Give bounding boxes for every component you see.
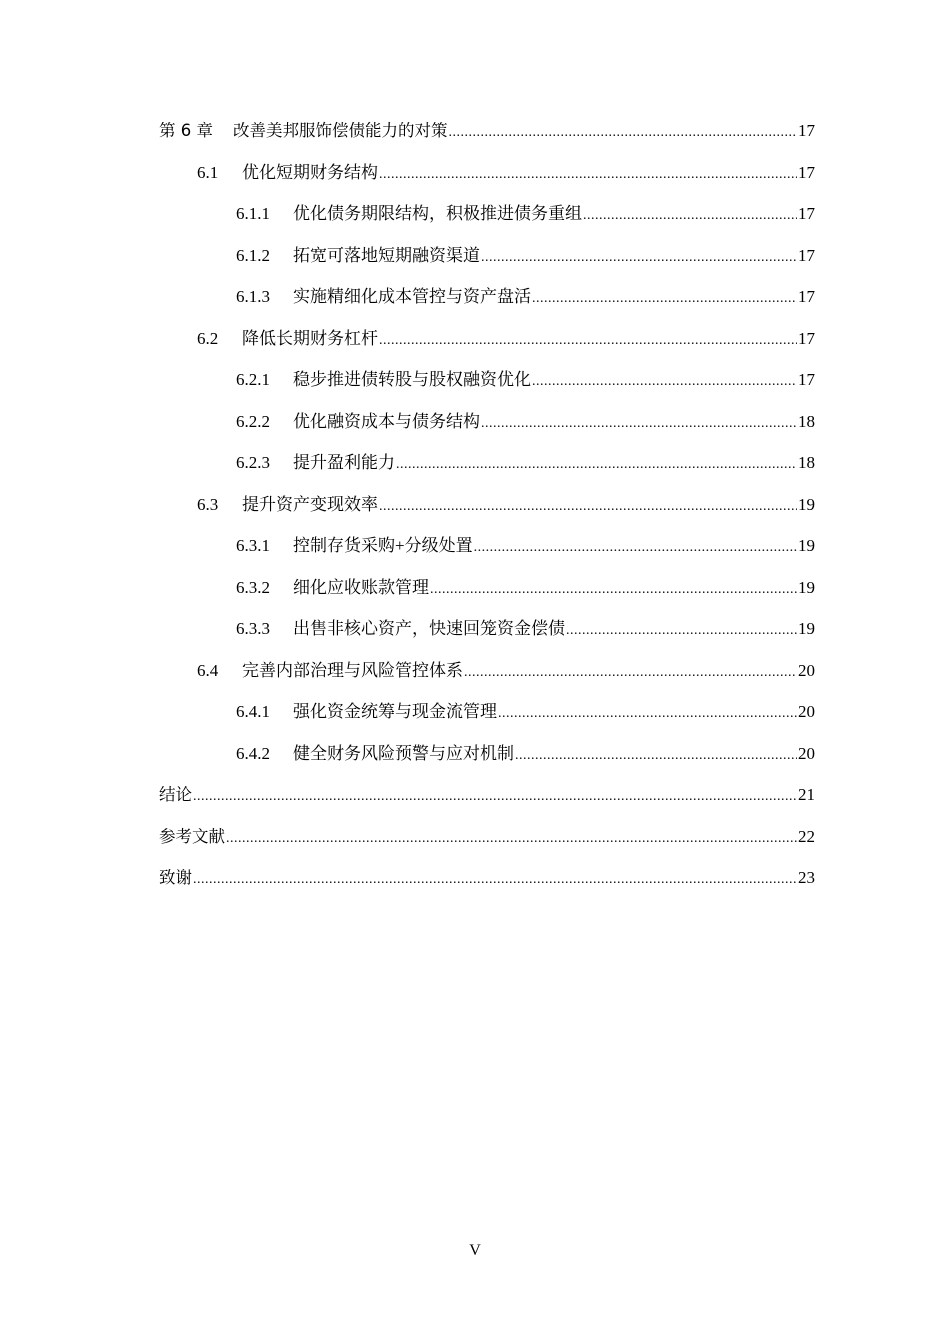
toc-entry-title: 优化融资成本与债务结构 (293, 411, 480, 431)
toc-entry-number: 6.2 (197, 328, 219, 348)
toc-entry-page: 17 (798, 162, 815, 182)
toc-entry-title: 拓宽可落地短期融资渠道 (293, 245, 480, 265)
toc-entry-page: 21 (798, 785, 815, 804)
toc-entry-number: 6.3.1 (236, 536, 270, 555)
toc-entry-title: 结论 (159, 785, 192, 804)
toc-entry[interactable] (159, 774, 815, 816)
toc-entry-title: 出售非核心资产，快速回笼资金偿债 (293, 619, 565, 638)
toc-dot-leader (481, 237, 797, 279)
toc-entry-number: 6.3.2 (236, 577, 270, 597)
toc-entry-title: 提升盈利能力 (293, 453, 395, 472)
toc-dot-leader (449, 112, 798, 154)
toc-entry-title: 完善内部治理与风险管控体系 (242, 660, 463, 680)
toc-entry-number: 6.3 (197, 494, 219, 514)
toc-entry-number: 6.1.1 (236, 204, 270, 223)
toc-entry-page: 22 (798, 826, 815, 846)
toc-entry[interactable] (159, 152, 815, 194)
toc-entry[interactable] (159, 318, 815, 360)
toc-dot-leader (498, 693, 797, 735)
toc-entry[interactable] (159, 442, 815, 484)
toc-dot-leader (583, 195, 797, 237)
toc-dot-leader (481, 403, 797, 445)
toc-dot-leader (430, 569, 797, 611)
toc-dot-leader (379, 320, 797, 362)
toc-dot-leader (515, 735, 797, 777)
toc-entry-title: 参考文献 (159, 826, 225, 846)
toc-entry-number: 6.4 (197, 660, 219, 680)
toc-entry-page: 17 (798, 287, 815, 306)
toc-dot-leader (396, 444, 797, 486)
toc-dot-leader (193, 776, 797, 818)
toc-entry-page: 20 (798, 743, 815, 763)
toc-entry-number: 6.1.2 (236, 245, 270, 265)
toc-entry-page: 17 (798, 245, 815, 265)
toc-entry[interactable] (159, 359, 815, 401)
toc-entry-page: 19 (798, 536, 815, 555)
toc-entry[interactable] (159, 650, 815, 692)
toc-entry[interactable] (159, 608, 815, 650)
toc-entry-page: 20 (798, 702, 815, 721)
toc-entry-number: 6.4.1 (236, 702, 270, 721)
toc-entry-title: 强化资金统筹与现金流管理 (293, 702, 497, 721)
toc-dot-leader (532, 278, 797, 320)
toc-dot-leader (379, 486, 797, 528)
toc-entry[interactable] (159, 567, 815, 609)
toc-entry-number: 6.3.3 (236, 619, 270, 638)
toc-entry-title: 稳步推进债转股与股权融资优化 (293, 370, 531, 389)
toc-entry-number: 6.2.2 (236, 411, 270, 431)
toc-entry-page: 17 (798, 370, 815, 389)
toc-entry[interactable] (159, 525, 815, 567)
toc-entry-title: 致谢 (159, 868, 192, 887)
toc-entry[interactable] (159, 110, 815, 152)
toc-entry[interactable] (159, 691, 815, 733)
toc-entry[interactable] (159, 733, 815, 775)
toc-entry-number: 6.4.2 (236, 743, 270, 763)
toc-entry-title: 优化债务期限结构，积极推进债务重组 (293, 204, 582, 223)
toc-entry[interactable] (159, 816, 815, 858)
toc-entry-number: 6.2.3 (236, 453, 270, 472)
toc-dot-leader (379, 154, 797, 196)
toc-dot-leader (474, 527, 797, 569)
toc-entry-page: 19 (798, 577, 815, 597)
toc-entry-page: 17 (798, 328, 815, 348)
toc-entry-number: 6.2.1 (236, 370, 270, 389)
toc-entry-page: 18 (798, 411, 815, 431)
toc-entry-title: 降低长期财务杠杆 (242, 328, 378, 348)
toc-entry-page: 19 (798, 619, 815, 638)
toc-entry-page: 17 (798, 204, 815, 223)
toc-entry-page: 23 (798, 868, 815, 887)
toc-entry-page: 19 (798, 494, 815, 514)
toc-entry[interactable] (159, 193, 815, 235)
toc-dot-leader (566, 610, 797, 652)
toc-entry[interactable] (159, 276, 815, 318)
toc-dot-leader (464, 652, 797, 694)
toc-entry-title: 细化应收账款管理 (293, 577, 429, 597)
toc-entry[interactable] (159, 235, 815, 277)
toc-entry-page: 18 (798, 453, 815, 472)
toc-entry[interactable] (159, 484, 815, 526)
toc-dot-leader (226, 818, 797, 860)
toc-entry-title: 改善美邦服饰偿债能力的对策 (233, 121, 448, 140)
toc-entry-page: 17 (798, 121, 815, 140)
toc-entry-title: 优化短期财务结构 (242, 162, 378, 182)
toc-entry-page: 20 (798, 660, 815, 680)
toc-dot-leader (532, 361, 797, 403)
page-number-footer: V (469, 1242, 481, 1259)
toc-entry-number: 6.1 (197, 162, 219, 182)
toc-entry[interactable] (159, 401, 815, 443)
toc-entry-number: 6.1.3 (236, 287, 270, 306)
toc-entry-title: 健全财务风险预警与应对机制 (293, 743, 514, 763)
toc-entry[interactable] (159, 857, 815, 899)
toc-entry-title: 控制存货采购+分级处置 (293, 536, 473, 555)
toc-entry-number: 第 6 章 (159, 121, 213, 140)
toc-dot-leader (193, 859, 797, 901)
toc-entry-title: 提升资产变现效率 (242, 494, 378, 514)
table-of-contents (159, 110, 815, 899)
toc-entry-title: 实施精细化成本管控与资产盘活 (293, 287, 531, 306)
